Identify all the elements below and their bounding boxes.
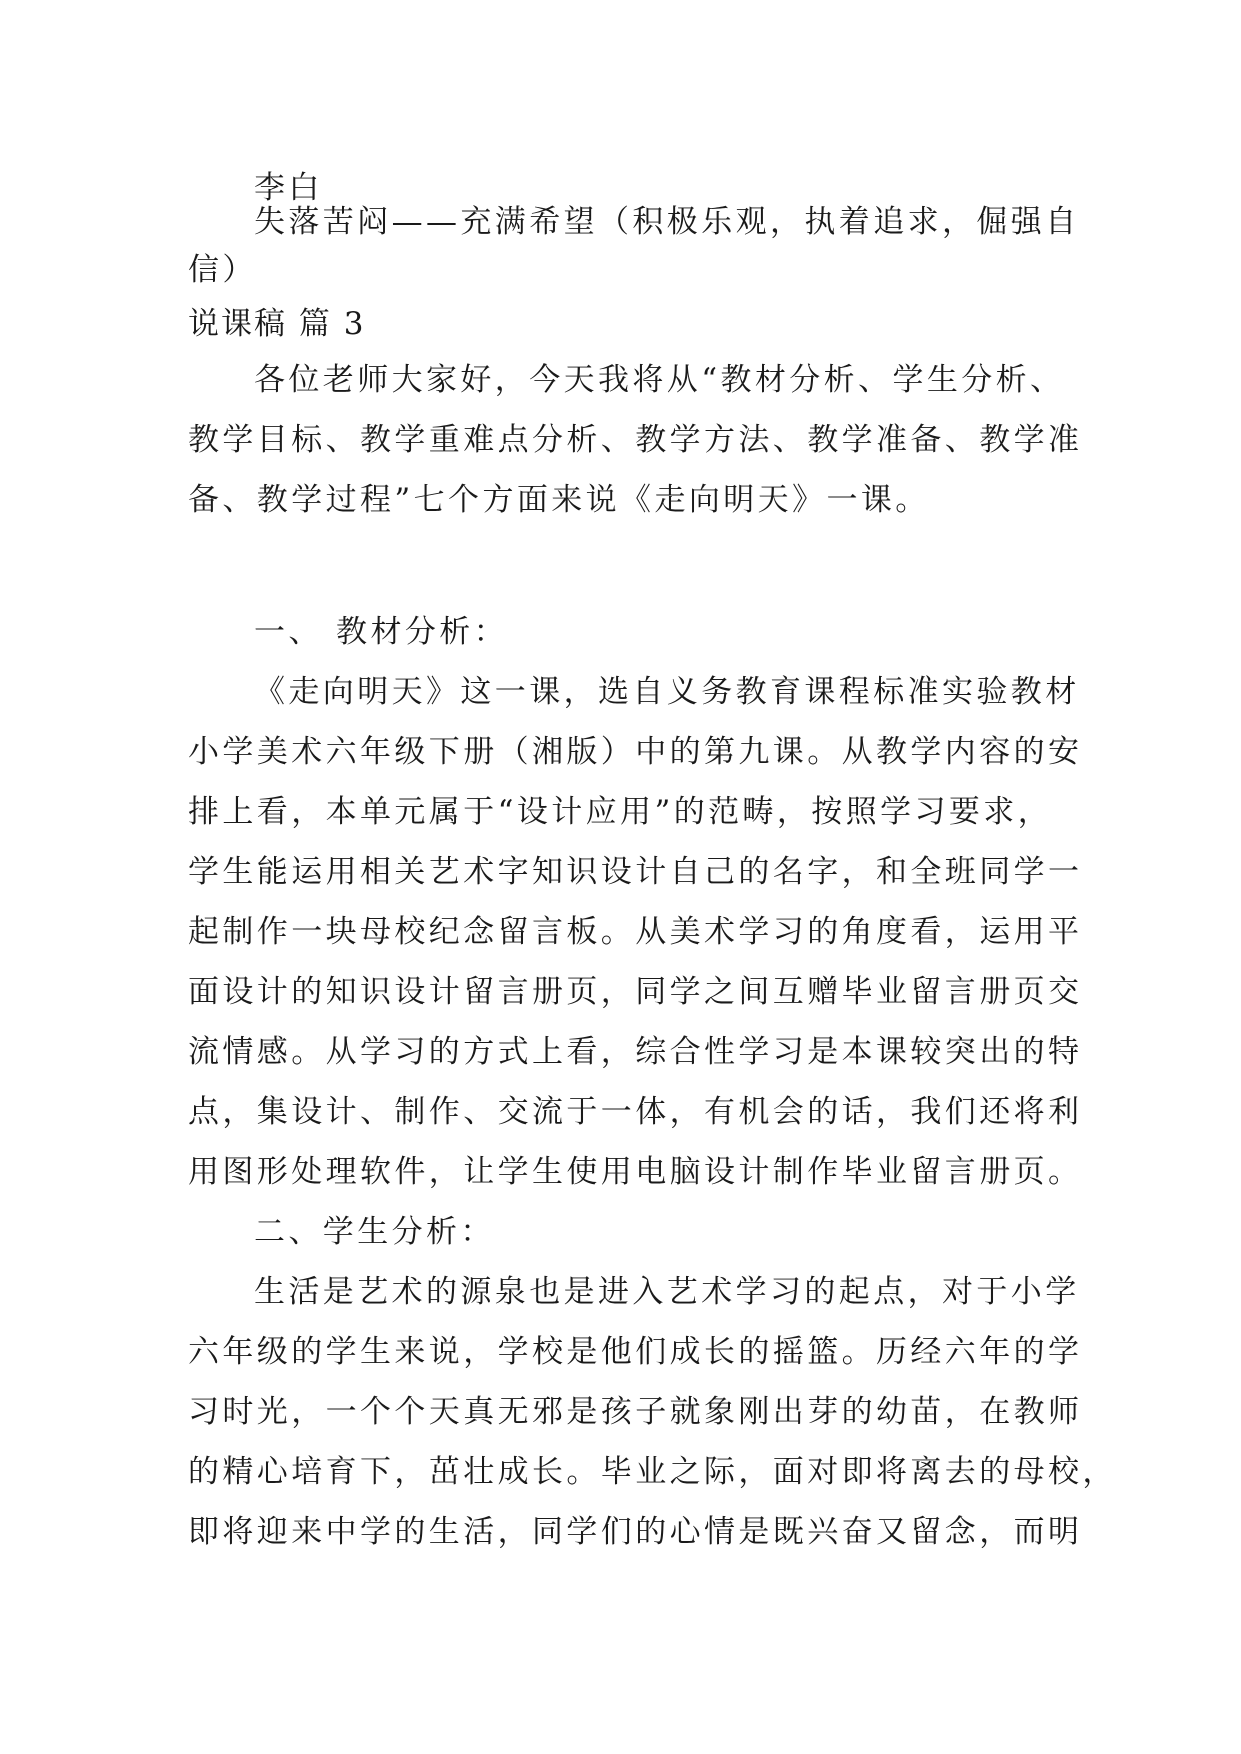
paragraph-line: 失落苦闷——充满希望（积极乐观，执着追求，倔强自 <box>254 204 1080 240</box>
paragraph-line: 备、教学过程”七个方面来说《走向明天》一课。 <box>188 482 930 518</box>
paragraph-line: 信） <box>188 252 257 288</box>
paragraph-line: 面设计的知识设计留言册页，同学之间互赠毕业留言册页交 <box>188 974 1083 1010</box>
paragraph-line: 即将迎来中学的生活，同学们的心情是既兴奋又留念，而明 <box>188 1514 1083 1550</box>
paragraph-line: 点，集设计、制作、交流于一体，有机会的话，我们还将利 <box>188 1094 1083 1130</box>
paragraph-line: 习时光，一个个天真无邪是孩子就象刚出芽的幼苗，在教师 <box>188 1394 1083 1430</box>
author-line: 李白 <box>254 170 323 206</box>
paragraph-line: 学生能运用相关艺术字知识设计自己的名字，和全班同学一 <box>188 854 1083 890</box>
section-heading: 二、学生分析： <box>254 1214 495 1250</box>
paragraph-line: 六年级的学生来说，学校是他们成长的摇篮。历经六年的学 <box>188 1334 1083 1370</box>
paragraph-line: 排上看，本单元属于“设计应用”的范畴，按照学习要求， <box>188 794 1053 830</box>
paragraph-line: 用图形处理软件，让学生使用电脑设计制作毕业留言册页。 <box>188 1154 1083 1190</box>
paragraph-line: 流情感。从学习的方式上看，综合性学习是本课较突出的特 <box>188 1034 1083 1070</box>
paragraph-line: 生活是艺术的源泉也是进入艺术学习的起点，对于小学 <box>254 1274 1080 1310</box>
section-title: 说课稿 篇 3 <box>188 306 366 342</box>
paragraph-line: 起制作一块母校纪念留言板。从美术学习的角度看，运用平 <box>188 914 1083 950</box>
paragraph-line: 小学美术六年级下册（湘版）中的第九课。从教学内容的安 <box>188 734 1083 770</box>
paragraph-line: 《走向明天》这一课，选自义务教育课程标准实验教材 <box>254 674 1080 710</box>
paragraph-line: 各位老师大家好，今天我将从“教材分析、学生分析、 <box>254 362 1065 398</box>
paragraph-line: 的精心培育下，茁壮成长。毕业之际，面对即将离去的母校， <box>188 1454 1117 1490</box>
paragraph-line: 教学目标、教学重难点分析、教学方法、教学准备、教学准 <box>188 422 1083 458</box>
section-heading: 一、 教材分析： <box>254 614 509 650</box>
